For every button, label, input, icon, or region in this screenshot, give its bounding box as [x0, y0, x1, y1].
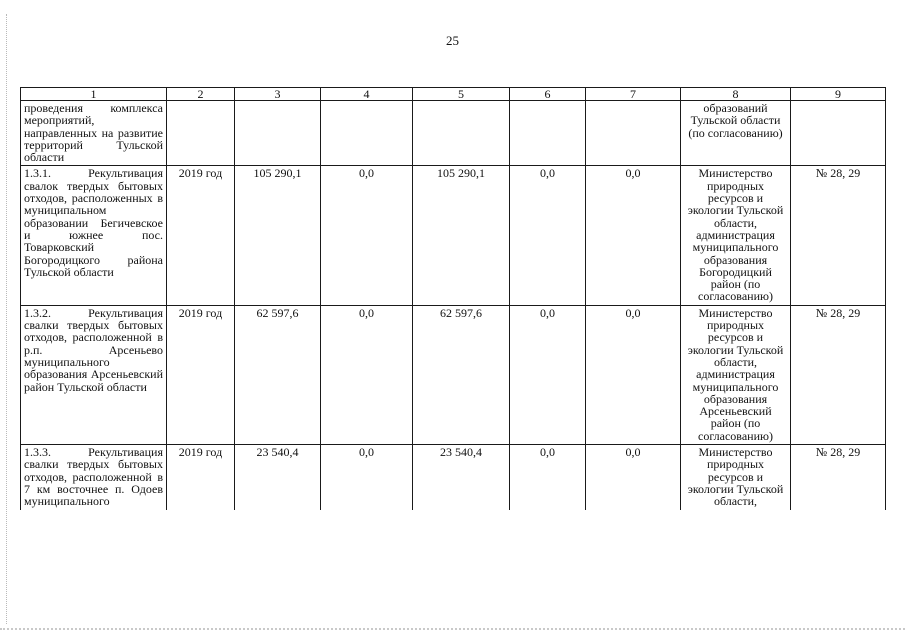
measure-description: проведения комплекса мероприятий, направленных на развитие территорий Тульской области [21, 101, 167, 166]
period-cell [167, 101, 235, 166]
amount-cell: 23 540,4 [235, 445, 321, 510]
amount-cell: 0,0 [586, 445, 681, 510]
amount-cell: 105 290,1 [413, 166, 510, 305]
amount-cell: 0,0 [510, 166, 586, 305]
period-cell: 2019 год [167, 166, 235, 305]
amount-cell: 62 597,6 [413, 305, 510, 444]
amount-cell [413, 101, 510, 166]
amount-cell: 0,0 [510, 305, 586, 444]
indicator-reference [791, 101, 886, 166]
scan-edge-dots [6, 14, 7, 624]
responsible-executor: Министерство природных ресурсов и экологии Тульской области, администрация муниципального образования Арсеньевский район (по согласованию) [681, 305, 791, 444]
indicator-reference: № 28, 29 [791, 166, 886, 305]
amount-cell: 0,0 [321, 305, 413, 444]
amount-cell: 105 290,1 [235, 166, 321, 305]
measure-description: 1.3.2. Рекультивация свалки твердых бытовых отходов, расположенной в р.п. Арсеньево муниципального образования Арсеньевский район Тульской области [21, 305, 167, 444]
column-header: 9 [791, 88, 886, 101]
program-table [20, 87, 886, 510]
period-cell: 2019 год [167, 305, 235, 444]
indicator-reference: № 28, 29 [791, 445, 886, 510]
column-header: 1 [21, 88, 167, 101]
amount-cell [235, 101, 321, 166]
amount-cell: 0,0 [510, 445, 586, 510]
table-row [21, 305, 886, 444]
table-row [21, 166, 886, 305]
column-header: 5 [413, 88, 510, 101]
measure-description: 1.3.1. Рекультивация свалок твердых бытовых отходов, расположенных в муниципальном образовании Бегичевское и южнее пос. Товарковский Богородицкого района Тульской области [21, 166, 167, 305]
measure-description: 1.3.3. Рекультивация свалки твердых бытовых отходов, расположенной в 7 км восточнее п. Одоев муниципального [21, 445, 167, 510]
page-number: 25 [446, 33, 459, 48]
indicator-reference: № 28, 29 [791, 305, 886, 444]
amount-cell: 0,0 [321, 445, 413, 510]
amount-cell: 23 540,4 [413, 445, 510, 510]
amount-cell [586, 101, 681, 166]
responsible-executor: Министерство природных ресурсов и экологии Тульской области, администрация муниципального образования Богородицкий район (по согласованию) [681, 166, 791, 305]
responsible-executor: образований Тульской области (по согласованию) [681, 101, 791, 166]
responsible-executor: Министерство природных ресурсов и экологии Тульской области, [681, 445, 791, 510]
scan-bottom-edge [0, 628, 905, 630]
amount-cell [321, 101, 413, 166]
table-row [21, 101, 886, 166]
amount-cell: 62 597,6 [235, 305, 321, 444]
column-header: 2 [167, 88, 235, 101]
column-header: 3 [235, 88, 321, 101]
column-header: 8 [681, 88, 791, 101]
column-header: 6 [510, 88, 586, 101]
amount-cell: 0,0 [586, 305, 681, 444]
column-header: 4 [321, 88, 413, 101]
column-number-row [21, 88, 886, 101]
table-row [21, 445, 886, 510]
amount-cell [510, 101, 586, 166]
amount-cell: 0,0 [586, 166, 681, 305]
column-header: 7 [586, 88, 681, 101]
period-cell: 2019 год [167, 445, 235, 510]
amount-cell: 0,0 [321, 166, 413, 305]
